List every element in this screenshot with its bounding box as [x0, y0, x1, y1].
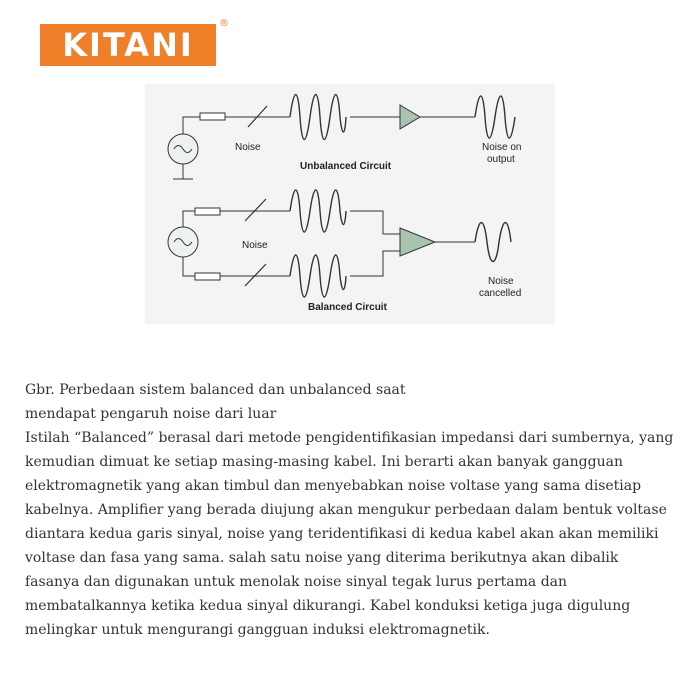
balanced-resistor-top: [195, 208, 220, 215]
balanced-lead-bottom: [183, 257, 195, 276]
balanced-wire-bottom-to-amp: [350, 251, 400, 276]
balanced-title: Balanced Circuit: [308, 302, 387, 313]
unbalanced-amplifier: [400, 105, 420, 129]
balanced-output-label-1: Noise: [488, 276, 514, 287]
balanced-noise-arrow-bottom: [245, 264, 266, 286]
unbalanced-output-label-1: Noise on: [482, 142, 522, 153]
balanced-input-wave-bottom: [290, 255, 346, 297]
balanced-output-wave: [475, 223, 511, 262]
unbalanced-input-wave: [290, 95, 346, 140]
unbalanced-output-label-2: output: [487, 154, 515, 165]
kitani-logo: KITANI: [40, 24, 216, 66]
balanced-wire-top-to-amp: [350, 211, 400, 234]
unbalanced-output-wave: [475, 96, 515, 138]
circuit-diagram: [145, 84, 555, 324]
body-paragraph: Istilah “Balanced” berasal dari metode pengidentifikasian impedansi dari sumbernya, yang kemudian dimuat ke setiap masing-masing kabel. Ini berarti akan banyak gangguan elektromagnetik yang akan timbul dan menyebabkan noise voltase yang sama disetiap kabelnya. Amplifier yang berada diujung akan mengukur perbedaan dalam bentuk voltase diantara kedua garis sinyal, noise yang teridentifikasi di kedua kabel akan akan memiliki voltase dan fasa yang sama. salah satu noise yang diterima berikutnya akan dibalik fasanya dan digunakan untuk menolak noise sinyal tegak lurus pertama dan membatalkannya ketika kedua sinyal dikurangi. Kabel konduksi ketiga juga digulung melingkar untuk mengurangi gangguan induksi elektromagnetik.: [25, 430, 674, 638]
balanced-amplifier: [400, 228, 435, 256]
balanced-resistor-bottom: [195, 273, 220, 280]
balanced-input-wave-top: [290, 190, 346, 232]
balanced-output-label-2: cancelled: [479, 288, 522, 299]
unbalanced-resistor: [200, 113, 225, 120]
balanced-noise-label: Noise: [242, 240, 268, 251]
balanced-lead-top: [183, 211, 195, 227]
article-text: [25, 378, 675, 642]
unbalanced-title: Unbalanced Circuit: [300, 161, 392, 172]
figure-caption-line-1: Gbr. Perbedaan sistem balanced dan unbalanced saat: [25, 382, 406, 398]
unbalanced-lead-top: [183, 117, 200, 134]
circuit-diagram-svg: [145, 84, 555, 324]
registered-mark: ®: [219, 18, 229, 29]
figure-caption-line-2: mendapat pengaruh noise dari luar: [25, 406, 277, 422]
unbalanced-noise-label: Noise: [235, 142, 261, 153]
balanced-noise-arrow-top: [245, 199, 266, 221]
